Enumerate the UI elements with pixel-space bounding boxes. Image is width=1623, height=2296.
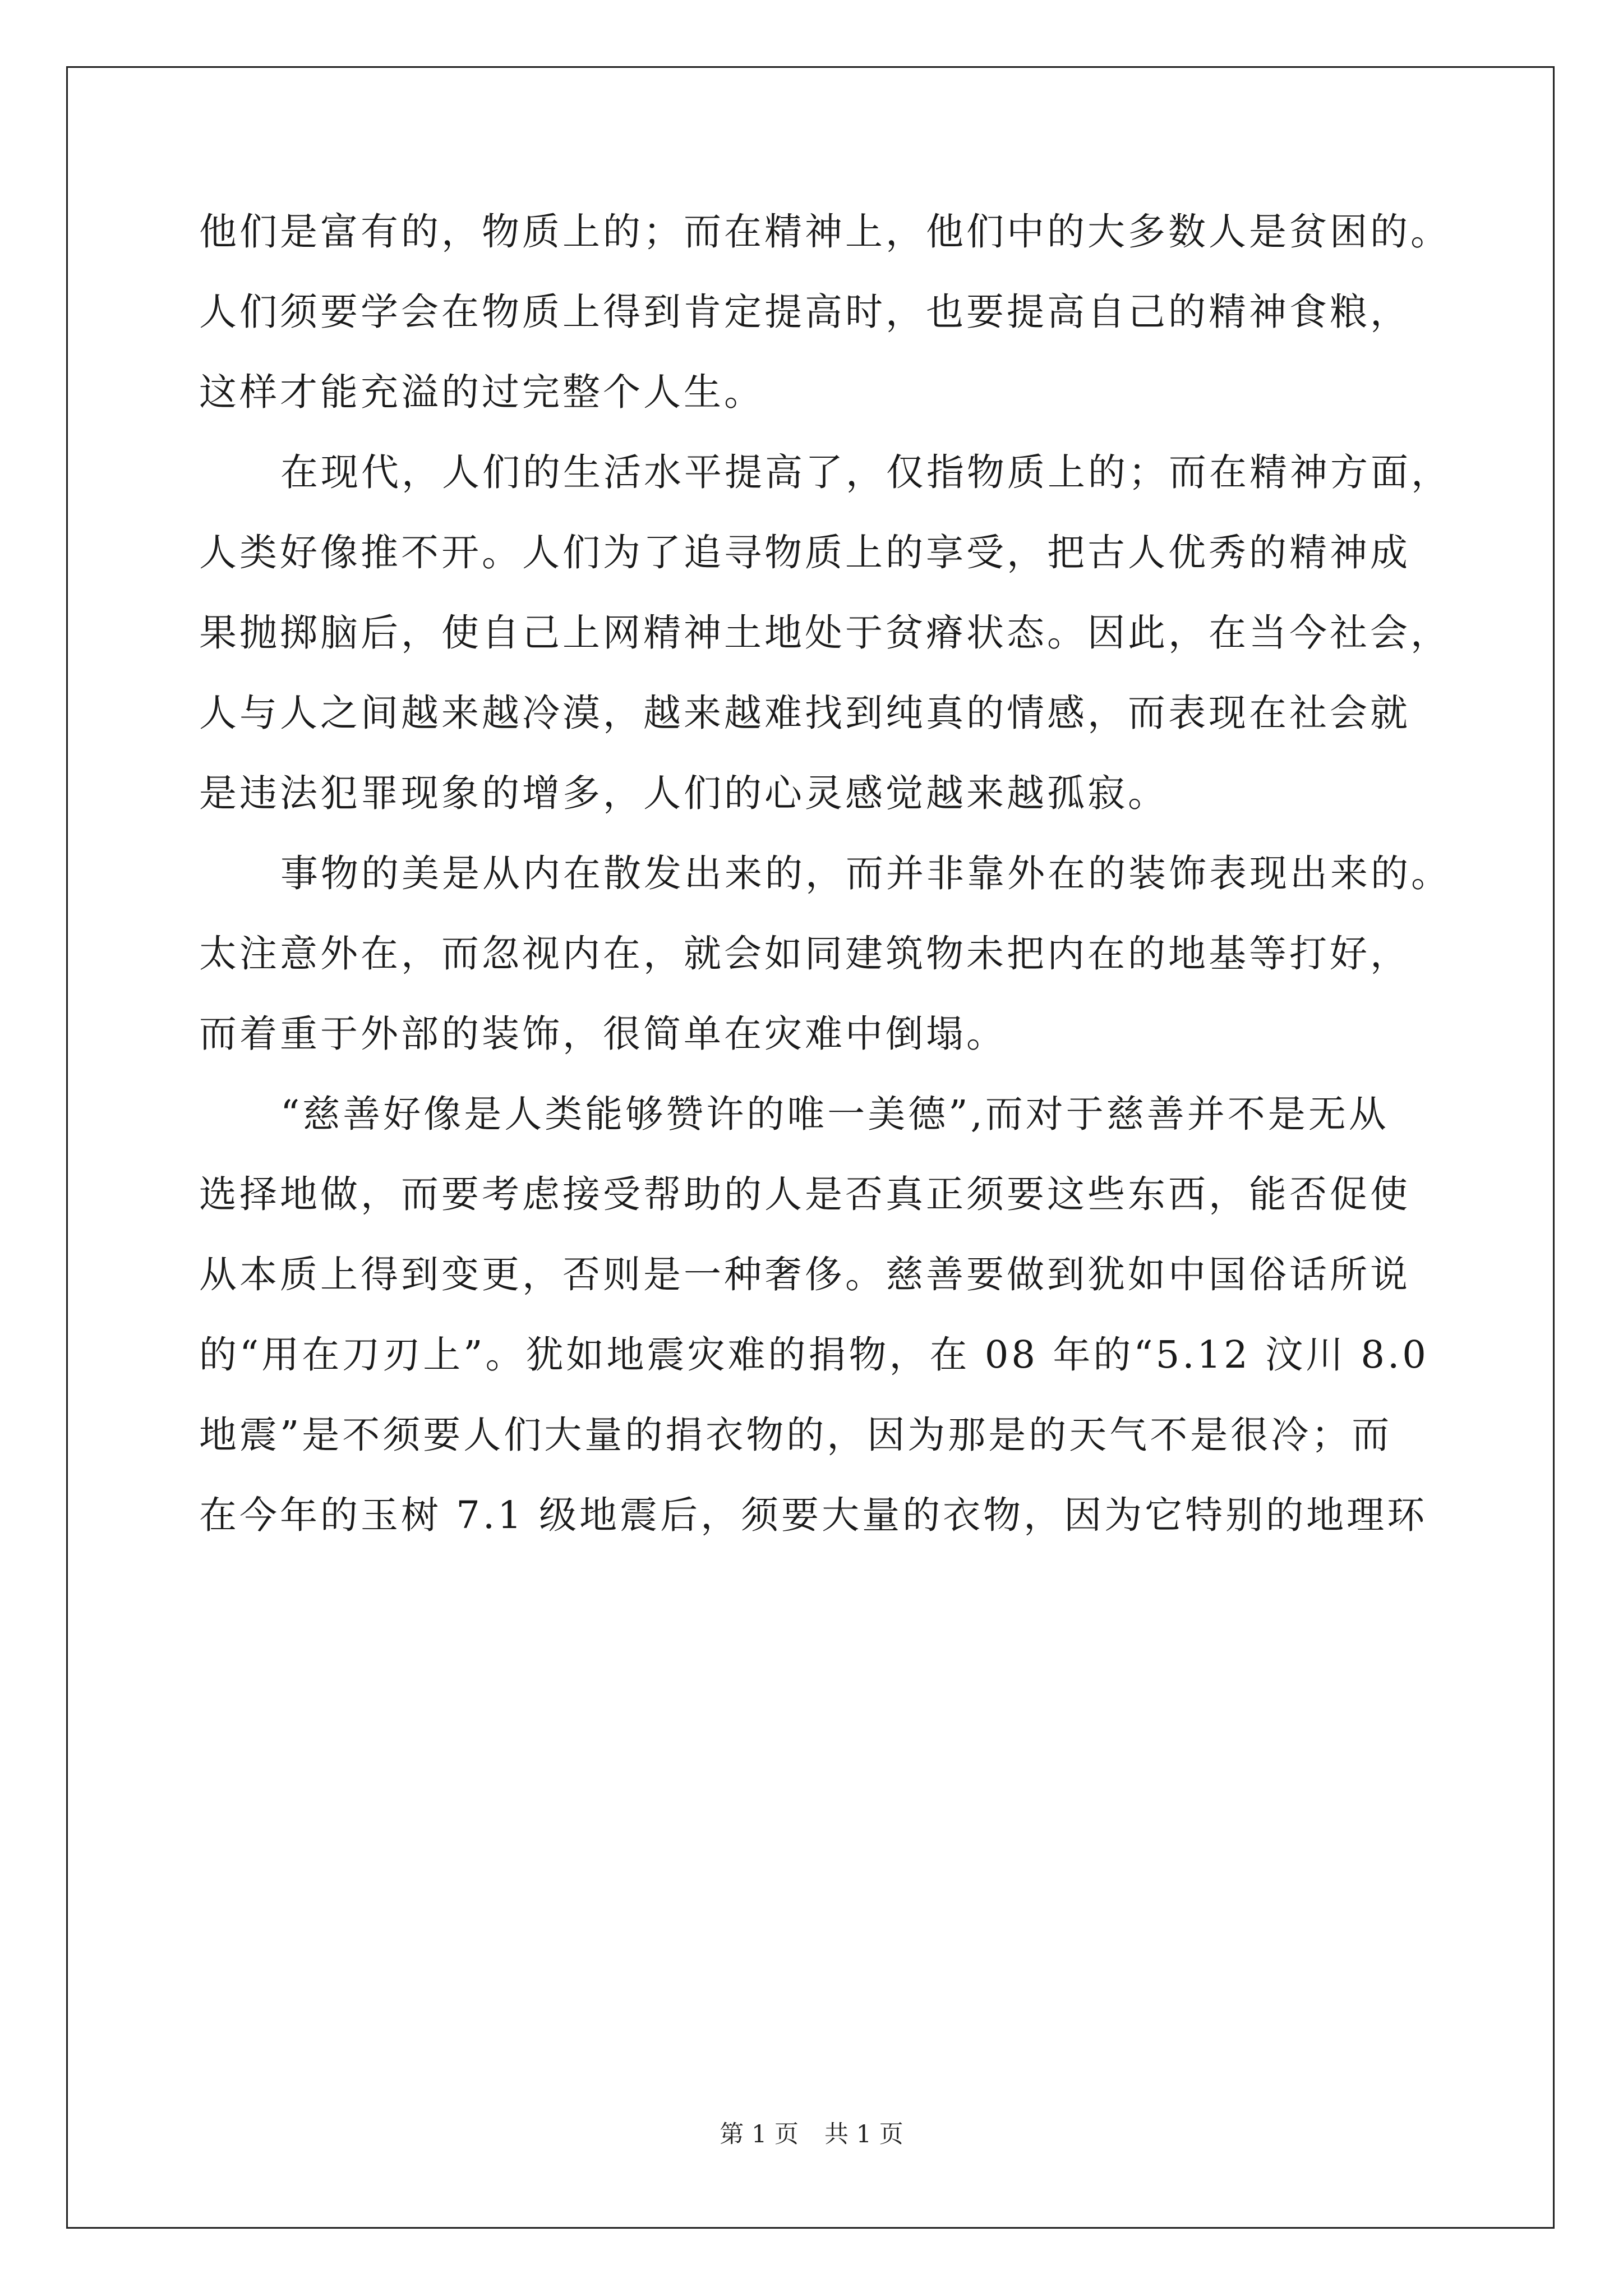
text-line: 人与人之间越来越冷漠，越来越难找到纯真的情感，而表现在社会就 — [199, 691, 1410, 735]
text-line: 人们须要学会在物质上得到肯定提高时，也要提高自己的精神食粮， — [199, 290, 1410, 334]
paragraph-first-line: 事物的美是从内在散发出来的，而并非靠外在的装饰表现出来的。 — [280, 852, 1451, 895]
page-total: 共 1 页 — [824, 2120, 903, 2148]
text-line: 从本质上得到变更，否则是一种奢侈。慈善要做到犹如中国俗话所说 — [199, 1253, 1410, 1296]
paragraph-first-line: “慈善好像是人类能够赞许的唯一美德”,而对于慈善并不是无从 — [280, 1092, 1389, 1136]
text-line: 是违法犯罪现象的增多，人们的心灵感觉越来越孤寂。 — [199, 771, 1168, 815]
text-line: 果抛掷脑后，使自己上网精神土地处于贫瘠状态。因此，在当今社会， — [199, 611, 1451, 655]
text-line: 的“用在刀刃上”。犹如地震灾难的捐物，在 08 年的“5.12 汶川 8.0 — [199, 1333, 1429, 1377]
text-line: 他们是富有的，物质上的；而在精神上，他们中的大多数人是贫困的。 — [199, 210, 1451, 254]
text-line: 地震”是不须要人们大量的捐衣物的，因为那是的天气不是很冷；而 — [199, 1413, 1393, 1457]
page-number: 第 1 页 — [720, 2120, 799, 2148]
paragraph-first-line: 在现代，人们的生活水平提高了，仅指物质上的；而在精神方面， — [280, 450, 1451, 494]
text-line: 而着重于外部的装饰，很简单在灾难中倒塌。 — [199, 1012, 1007, 1056]
text-line: 在今年的玉树 7.1 级地震后，须要大量的衣物，因为它特别的地理环 — [199, 1493, 1428, 1537]
text-line: 这样才能充溢的过完整个人生。 — [199, 370, 764, 414]
text-line: 选择地做，而要考虑接受帮助的人是否真正须要这些东西，能否促使 — [199, 1172, 1410, 1216]
text-line: 太注意外在，而忽视内在，就会如同建筑物未把内在的地基等打好， — [199, 932, 1410, 976]
text-line: 人类好像推不开。人们为了追寻物质上的享受，把古人优秀的精神成 — [199, 531, 1410, 574]
page-footer — [0, 2120, 1623, 2148]
